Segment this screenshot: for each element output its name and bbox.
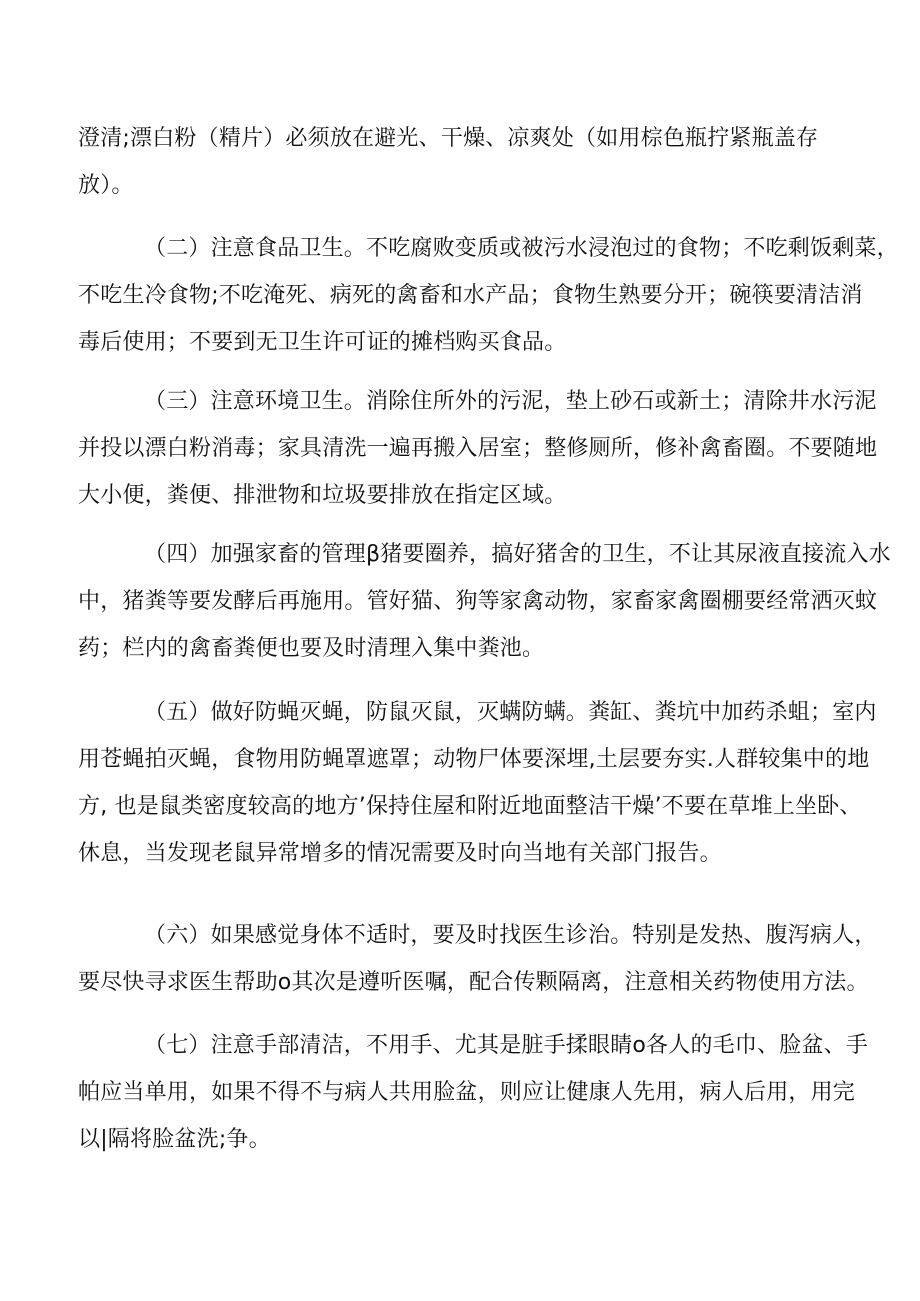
paragraph-food-hygiene [78, 225, 899, 366]
text-line: 放）。 [78, 173, 134, 198]
text-line: 要尽快寻求医生帮助o其次是遵听医嘱，配合传颗隔离，注意相关药物使用方法。 [78, 970, 869, 995]
text-line: 中，猪粪等要发酵后再施用。管好猫、狗等家禽动物，家畜家禽圈棚要经常洒灭蚊 [78, 589, 878, 614]
text-line: 并投以漂白粉消毒；家具清洗一遍再搬入居室；整修厕所，修补禽畜圈。不要随地 [78, 436, 878, 461]
text-line: 大小便，粪便、排泄物和垃圾要排放在指定区域。 [78, 483, 567, 508]
paragraph-disinfection-storage [78, 115, 868, 209]
paragraph-seek-medical-care [78, 912, 877, 1006]
text-line: 药；栏内的禽畜粪便也要及时清理入集中粪池。 [78, 636, 545, 661]
text-line: 方, 也是鼠类密度较高的地方’保持住屋和附近地面整洁干燥’不要在草堆上坐卧、 [78, 794, 862, 819]
text-line: （七）注意手部清洁，不用手、尤其是脏手揉眼睛o各人的毛巾、脸盆、手 [144, 1033, 869, 1058]
text-line: 澄清;漂白粉（精片）必须放在避光、干燥、凉爽处（如用棕色瓶拧紧瓶盖存 [78, 126, 819, 151]
text-line: 毒后使用；不要到无卫生许可证的摊档购买食品。 [78, 330, 567, 355]
paragraph-environment-hygiene [78, 378, 878, 519]
paragraph-hand-hygiene [78, 1022, 868, 1163]
text-line: 不吃生冷食物;不吃淹死、病死的禽畜和水产品；食物生熟要分开；碗筷要清洁消 [78, 283, 863, 308]
text-line: 帕应当单用，如果不得不与病人共用脸盆，则应让健康人先用，病人后用，用完 [78, 1080, 856, 1105]
text-line: （四）加强家畜的管理β猪要圈养，搞好猪舍的卫生，不让其尿液直接流入水 [144, 542, 891, 567]
text-line: 以|隔将脸盆洗;争。 [78, 1127, 271, 1152]
paragraph-livestock-management [78, 531, 891, 672]
text-line: 休息，当发现老鼠异常增多的情况需要及时向当地有关部门报告。 [78, 841, 722, 866]
text-line: （五）做好防蝇灭蝇，防鼠灭鼠，灭螨防螨。粪缸、粪坑中加药杀蛆；室内 [144, 700, 877, 725]
text-line: （六）如果感觉身体不适时，要及时找医生诊治。特别是发热、腹泻病人， [144, 923, 877, 948]
text-line: （三）注意环境卫生。消除住所外的污泥，垫上砂石或新土；清除井水污泥 [144, 389, 877, 414]
text-line: 用苍蝇拍灭蝇，食物用防蝇罩遮罩；动物尸体要深埋,土层要夯实.人群较集中的地 [78, 747, 870, 772]
paragraph-pest-control [78, 689, 877, 877]
text-line: （二）注意食品卫生。不吃腐败变质或被污水浸泡过的食物；不吃剩饭剩菜， [144, 236, 899, 261]
